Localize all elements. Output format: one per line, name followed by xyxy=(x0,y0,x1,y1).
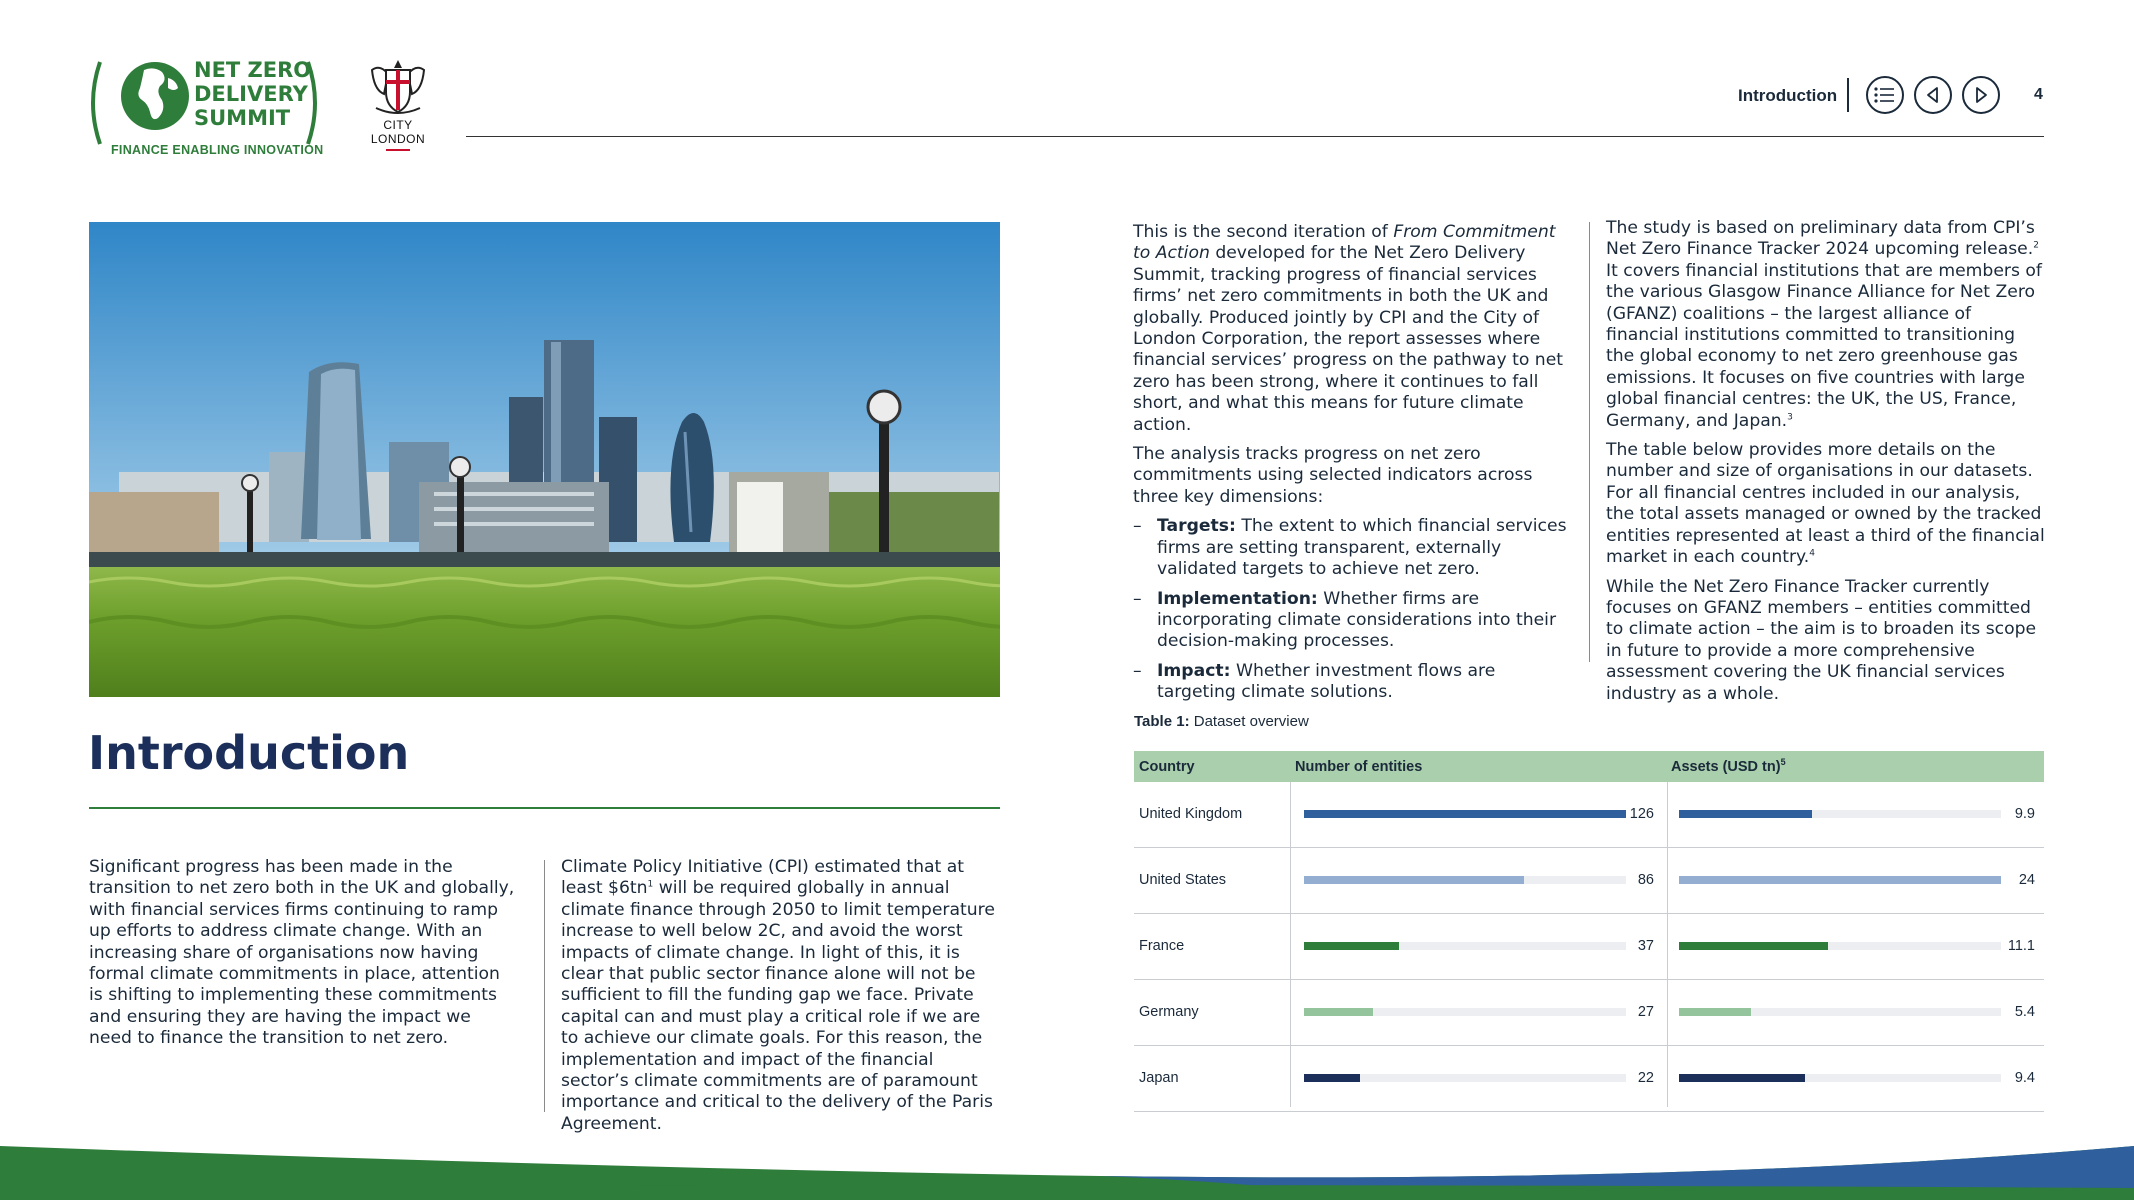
entities-bar xyxy=(1304,942,1399,950)
previous-page-icon xyxy=(1924,86,1942,104)
table-row xyxy=(1134,980,2044,1046)
logo-tagline: FINANCE ENABLING INNOVATION xyxy=(111,143,324,157)
table-row xyxy=(1134,782,2044,848)
assets-bar xyxy=(1679,876,2001,884)
entities-bar-track xyxy=(1304,1008,1626,1016)
list-item: – Implementation: Whether firms are incorporating climate considerations into their decision-making processes. xyxy=(1133,589,1575,653)
city-of-london-crest-icon xyxy=(362,56,434,126)
country-cell: Germany xyxy=(1139,1004,1199,1020)
assets-bar-track xyxy=(1679,810,2001,818)
contents-button[interactable] xyxy=(1866,76,1904,114)
table-body xyxy=(1134,782,2044,1107)
assets-value: 5.4 xyxy=(2014,1004,2035,1020)
entities-value: 126 xyxy=(1629,806,1654,822)
country-cell: United States xyxy=(1139,872,1227,888)
entities-bar-track xyxy=(1304,876,1626,884)
entities-bar xyxy=(1304,876,1524,884)
column-divider xyxy=(1589,222,1590,662)
assets-value: 11.1 xyxy=(2007,938,2035,954)
table-header-row xyxy=(1134,751,2044,782)
section-label: Introduction xyxy=(1738,86,1838,105)
dimensions-list xyxy=(1133,516,1575,703)
next-page-icon xyxy=(1972,86,1990,104)
header-country: Country xyxy=(1139,759,1195,775)
study-basis-column xyxy=(1606,218,2046,713)
previous-page-button[interactable] xyxy=(1914,76,1952,114)
assets-value: 9.9 xyxy=(2014,806,2035,822)
entities-value: 37 xyxy=(1637,938,1654,954)
cpi-paragraph: Climate Policy Initiative (CPI) estimated that at least $\$6tn^1$ will be required globally in annual climate finance through 2050 to limit temperature increase to well below 2C, and avoid the worst impacts of climate change. In light of this, it is clear that public sector finance alone will not be sufficient to fill the funding gap we face. Private capital can and must play a critical role if we are to achieve our climate goals. For this reason, the implementation and impact of the financial sector’s climate commitments are of paramount importance and critical to the delivery of the Paris Agreement. xyxy=(561,857,995,1134)
assets-bar-track xyxy=(1679,1074,2001,1082)
dimensions-paragraph: The analysis tracks progress on net zero commitments using selected indicators across three key dimensions: xyxy=(1133,444,1533,507)
summit-logo-text: NET ZERO DELIVERY SUMMIT xyxy=(194,58,312,130)
list-item: – Targets: The extent to which financial services firms are setting transparent, externally validated targets to achieve net zero. xyxy=(1133,516,1575,580)
entities-bar-track xyxy=(1304,810,1626,818)
assets-bar-track xyxy=(1679,1008,2001,1016)
entities-bar-track xyxy=(1304,1074,1626,1082)
nav-divider xyxy=(1847,78,1849,112)
header-entities: Number of entities xyxy=(1295,759,1423,775)
table-row xyxy=(1134,848,2044,914)
intro-paragraph: Significant progress has been made in the transition to net zero both in the UK and globally, with financial services firms continuing to ramp up efforts to address climate change. With an increasing share of organisations now having formal climate commitments in place, attention is shifting to implementing these commitments and ensuring they are having the impact we need to finance the transition to net zero. xyxy=(89,857,515,1049)
page-number: 4 xyxy=(2034,86,2043,103)
city-logo-underline xyxy=(386,149,410,151)
london-skyline-photo xyxy=(89,222,1000,697)
table-row xyxy=(1134,1046,2044,1112)
report-overview-column xyxy=(1133,222,1575,712)
table-caption: Table 1: Dataset overview xyxy=(1134,713,1309,730)
entities-bar xyxy=(1304,810,1626,818)
country-cell: France xyxy=(1139,938,1185,954)
title-rule xyxy=(89,807,1000,809)
assets-value: 24 xyxy=(2018,872,2035,888)
entities-value: 27 xyxy=(1637,1004,1654,1020)
study-paragraph: The study is based on preliminary data from CPI’s Net Zero Finance Tracker 2024 upcoming release.$^2$ It covers financial institutions that are members of the various Glasgow Finance Alliance for Net Zero (GFANZ) coalitions – the largest alliance of financial institutions committed to transitioning the global economy to net zero greenhouse gas emissions. It focuses on five countries with large global financial centres: the UK, the US, France, Germany, and Japan.$^3$ xyxy=(1606,218,2042,431)
assets-value: 9.4 xyxy=(2014,1070,2035,1086)
table-row xyxy=(1134,914,2044,980)
entities-value: 86 xyxy=(1637,872,1654,888)
scope-paragraph: While the Net Zero Finance Tracker currently focuses on GFANZ members – entities committed to climate action – the aim is to broaden its scope in future to provide a more comprehensive assessment covering the UK financial services industry as a whole. xyxy=(1606,576,2037,704)
footer-wave xyxy=(0,1146,2134,1200)
list-item: – Impact: Whether investment flows are targeting climate solutions. xyxy=(1133,661,1575,704)
column-divider xyxy=(544,860,545,1112)
iteration-paragraph: This is the second iteration of From Commitment to Action developed for the Net Zero Delivery Summit, tracking progress of financial services firms’ net zero commitments in both the UK and globally. Produced jointly by CPI and the City of London Corporation, the report assesses where financial services’ progress on the pathway to net zero has been strong, where it continues to fall short, and what this means for future climate action. xyxy=(1133,222,1564,435)
header-rule xyxy=(466,136,2044,137)
assets-bar-track xyxy=(1679,876,2001,884)
table-intro-paragraph: The table below provides more details on the number and size of organisations in our datasets. For all financial centres included in our analysis, the total assets managed or owned by the tracked entities represented at least a third of the financial market in each country.$^4$ xyxy=(1606,440,2045,568)
assets-bar xyxy=(1679,942,1828,950)
assets-bar xyxy=(1679,810,1812,818)
dataset-overview-table xyxy=(1134,751,2044,1107)
page-title: Introduction xyxy=(88,726,410,780)
entities-value: 22 xyxy=(1637,1070,1654,1086)
header-assets: Assets (USD tn)$^5$ xyxy=(1671,757,1786,775)
entities-bar xyxy=(1304,1008,1373,1016)
contents-list-icon xyxy=(1873,85,1897,105)
assets-bar xyxy=(1679,1074,1805,1082)
country-cell: Japan xyxy=(1139,1070,1179,1086)
entities-bar xyxy=(1304,1074,1360,1082)
city-of-london-logo-text: CITY LONDON xyxy=(370,118,426,146)
next-page-button[interactable] xyxy=(1962,76,2000,114)
footnote-ref: 1 xyxy=(647,879,654,890)
assets-bar-track xyxy=(1679,942,2001,950)
assets-bar xyxy=(1679,1008,1751,1016)
country-cell: United Kingdom xyxy=(1139,806,1243,822)
entities-bar-track xyxy=(1304,942,1626,950)
